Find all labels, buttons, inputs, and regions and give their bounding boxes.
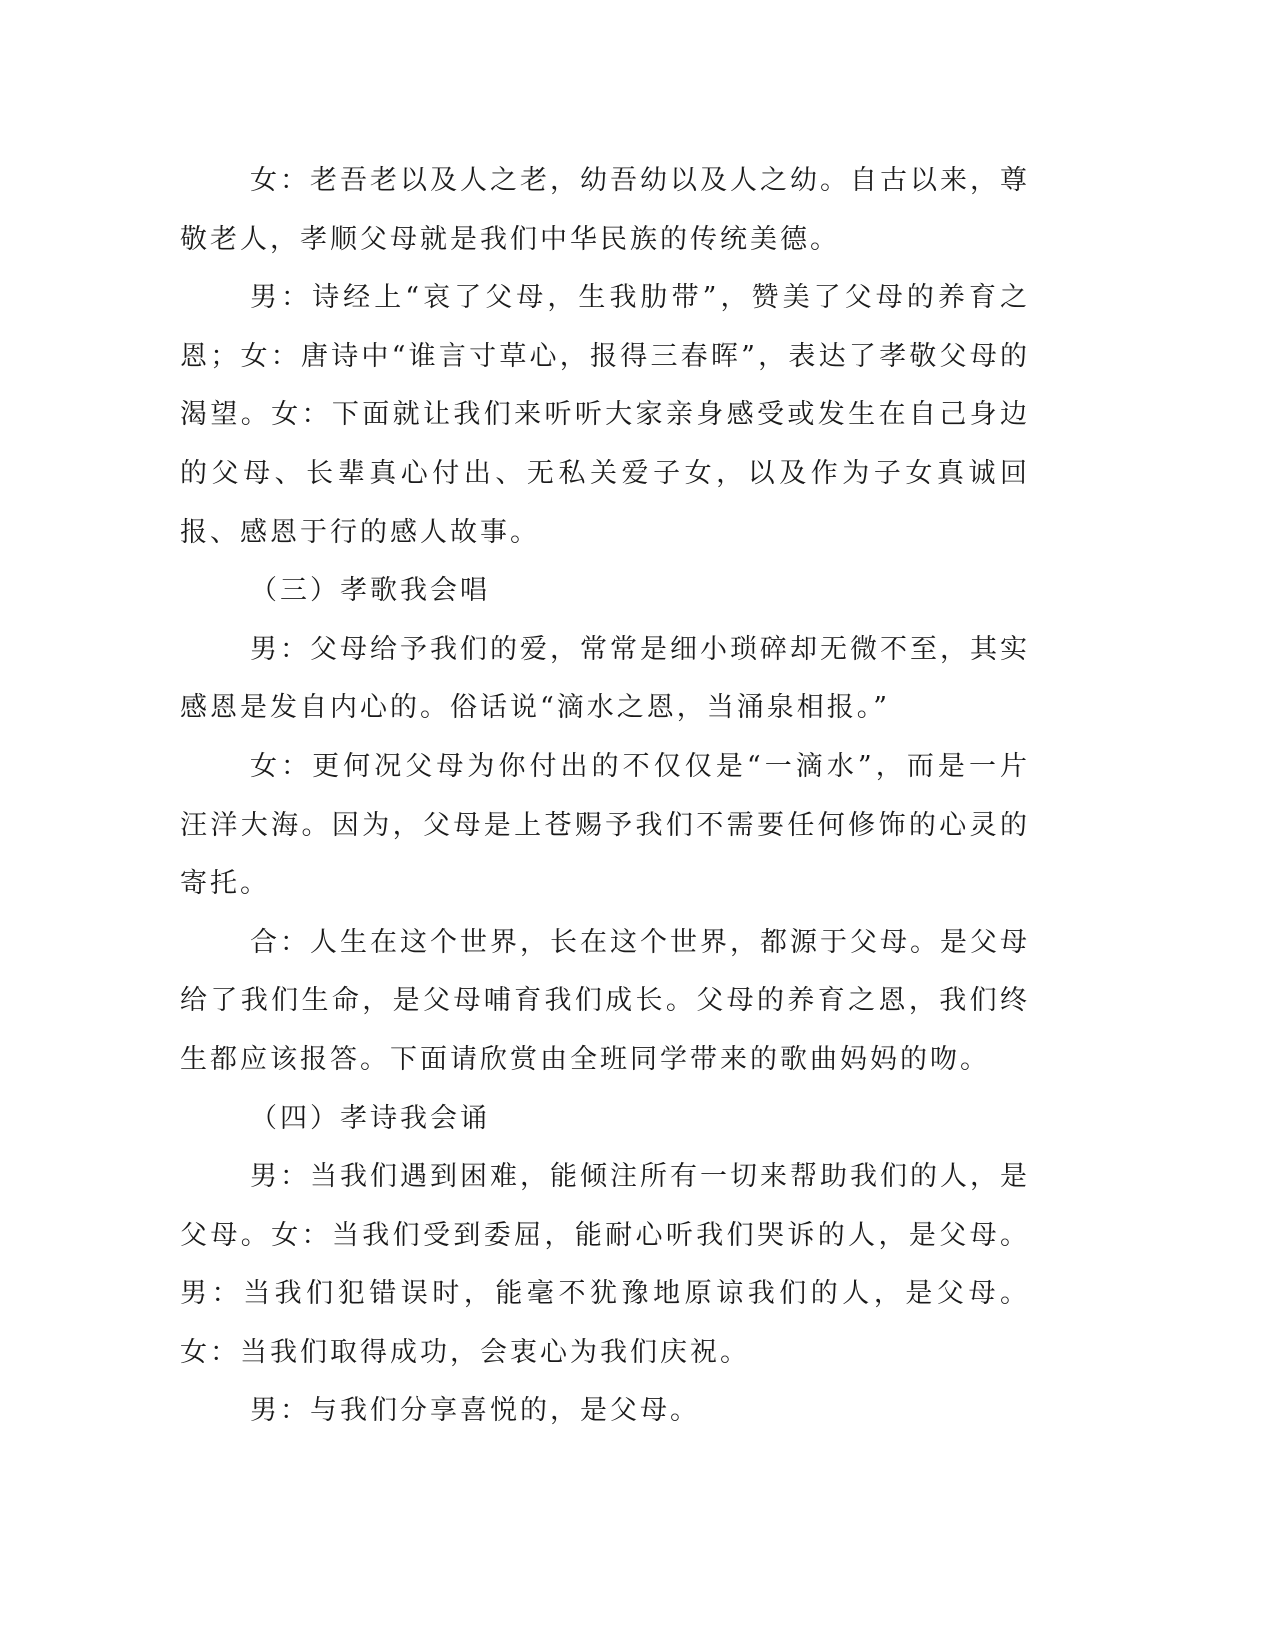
paragraph-parents-dialogue: 男：当我们遇到困难，能倾注所有一切来帮助我们的人，是父母。女：当我们受到委屈，能耐心听我们哭诉的人，是父母。男：当我们犯错误时，能毫不犹豫地原谅我们的人，是父母。女：当我们取得成功，会衷心为我们庆祝。 [180,1161,1030,1368]
section-heading-3: （三）孝歌我会唱 [250,575,490,607]
paragraph-share-joy: 男：与我们分享喜悦的，是父母。 [250,1395,700,1427]
paragraph-chorus: 合：人生在这个世界，长在这个世界，都源于父母。是父母给了我们生命，是父母哺育我们成长。父母的养育之恩，我们终生都应该报答。下面请欣赏由全班同学带来的歌曲妈妈的吻。 [180,926,1030,1075]
paragraph-gratitude: 男：父母给予我们的爱，常常是细小琐碎却无微不至，其实感恩是发自内心的。俗话说“滴水之恩，当涌泉相报。” [180,633,1030,724]
paragraph-ocean: 女：更何况父母为你付出的不仅仅是“一滴水”，而是一片汪洋大海。因为，父母是上苍赐予我们不需要任何修饰的心灵的寄托。 [180,750,1030,900]
section-heading-4: （四）孝诗我会诵 [250,1102,490,1134]
document-page [180,152,1030,1441]
paragraph-poetry-quotes: 男：诗经上“哀了父母，生我肋带”，赞美了父母的养育之恩；女：唐诗中“谁言寸草心，报得三春晖”，表达了孝敬父母的渴望。女：下面就让我们来听听大家亲身感受或发生在自己身边的父母、长辈真心付出、无私关爱子女，以及作为子女真诚回报、感恩于行的感人故事。 [180,282,1030,548]
paragraph-intro: 女：老吾老以及人之老，幼吾幼以及人之幼。自古以来，尊敬老人，孝顺父母就是我们中华民族的传统美德。 [180,165,1030,255]
